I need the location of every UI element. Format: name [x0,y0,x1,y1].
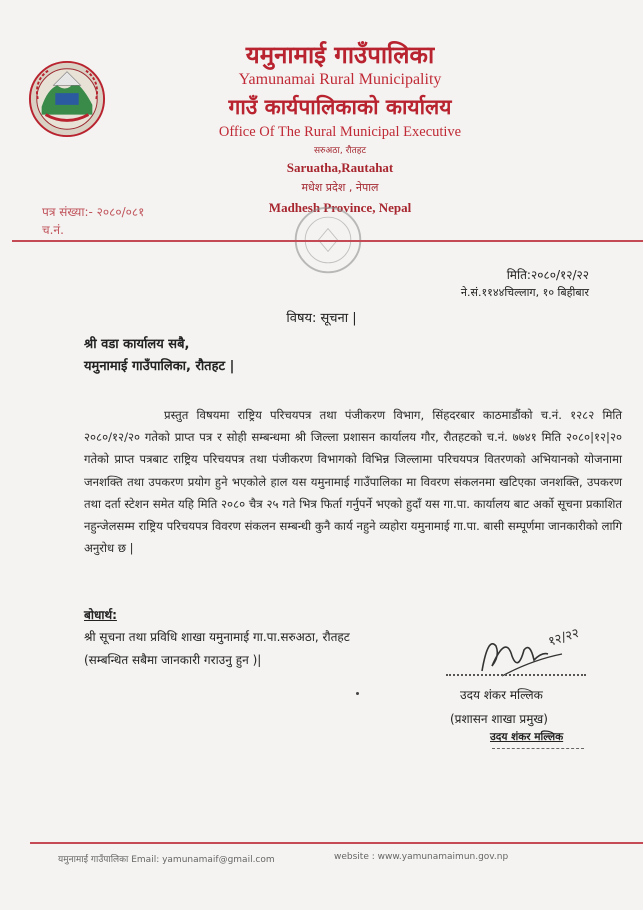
location-en: Saruatha,Rautahat [286,160,394,175]
signatory-role: (प्रशासन शाखा प्रमुख) [450,712,548,726]
signatory-name: उदय शंकर मल्लिक [460,688,543,702]
letter-body: प्रस्तुत विषयमा राष्ट्रिय परिचयपत्र तथा पंजीकरण विभाग, सिंहदरबार काठमाडौंको च.नं. १२८२ मिति २०८०/१२/२० गतेको प्राप्त पत्र र सोही सम्बन्धमा श्री जिल्ला प्रशासन कार्यालय गौर, रौतहटको च.नं. ७७४१ मिति २०८०|१२|२० गतेको प्राप्त पत्रबाट राष्ट्रिय परिचयपत्र तथा पंजीकरण विभागको विभिन्न जिल्लामा परिचयपत्र वितरणको अभियानको योजनामा जनशक्ति तथा उपकरण प्रयोग हुने भएकोले हाल यस यमुनामाई गाउँपालिका मा विवरण संकलनमा खटिएका जनशक्ति, उपकरण तथा दर्ता स्टेशन समेत यहि मिति २०८० चैत्र २५ गते भित्र फिर्ता गर्नुपर्ने भएको हुदाँ यस गा.पा. कार्यालय बाट अर्को सूचना प्रकाशित नहुन्जेलसम्म राष्ट्रिय परिचयपत्र विवरण संकलन सम्बन्धी कुनै कार्य नहुने व्यहोरा यमुनामाई गा.पा. बासी सम्पूर्णमा जानकारीको लागि अनुरोध छ | [84,408,622,556]
header-divider [12,240,643,242]
addressee-line-1: श्री वडा कार्यालय सबै, [84,337,190,352]
letter-date: मिति:२०८०/१२/२२ [506,268,589,282]
footer-divider [30,842,643,844]
nepal-emblem-icon [28,60,106,138]
letter-number: पत्र संख्या:- २०८०/०८१ [42,205,145,219]
province-np: मधेश प्रदेश , नेपाल [301,181,379,194]
office-name-en: Office Of The Rural Municipal Executive [218,124,462,140]
municipality-name-en: Yamunamai Rural Municipality [238,71,442,88]
signature-line [446,674,586,676]
province-en: Madhesh Province, Nepal [268,200,412,215]
dispatch-number-label: च.नं. [42,223,64,237]
municipality-name-np: यमुनामाई गाउँपालिका [245,41,435,69]
cc-recipient: श्री सूचना तथा प्रविधि शाखा यमुनामाई गा.पा.सरुअठा, रौतहट [84,630,350,644]
cc-heading: बोधार्थ: [84,608,117,622]
ink-speck [356,692,359,695]
footer-email: यमुनामाई गाउँपालिका Email: yamunamaif@gmail.com [58,855,275,865]
cc-instruction: (सम्बन्धित सबैमा जानकारी गराउनु हुन )| [84,653,262,667]
nepal-sambat-date: ने.सं.११४४चिल्लाग, १० बिहीबार [460,286,589,299]
name-stamp: उदय शंकर मल्लिक [490,731,564,743]
office-name-np: गाउँ कार्यपालिकाको कार्यालय [228,95,452,119]
letter-subject: विषय: सूचना | [286,311,357,326]
name-stamp-subline [492,748,584,750]
addressee-line-2: यमुनामाई गाउँपालिका, रौतहट | [84,359,235,374]
signature-date: १२/२२ [546,625,582,650]
footer-website: website : www.yamunamaimun.gov.np [334,852,509,862]
location-np: सरुअठा, रौतहट [313,146,367,156]
